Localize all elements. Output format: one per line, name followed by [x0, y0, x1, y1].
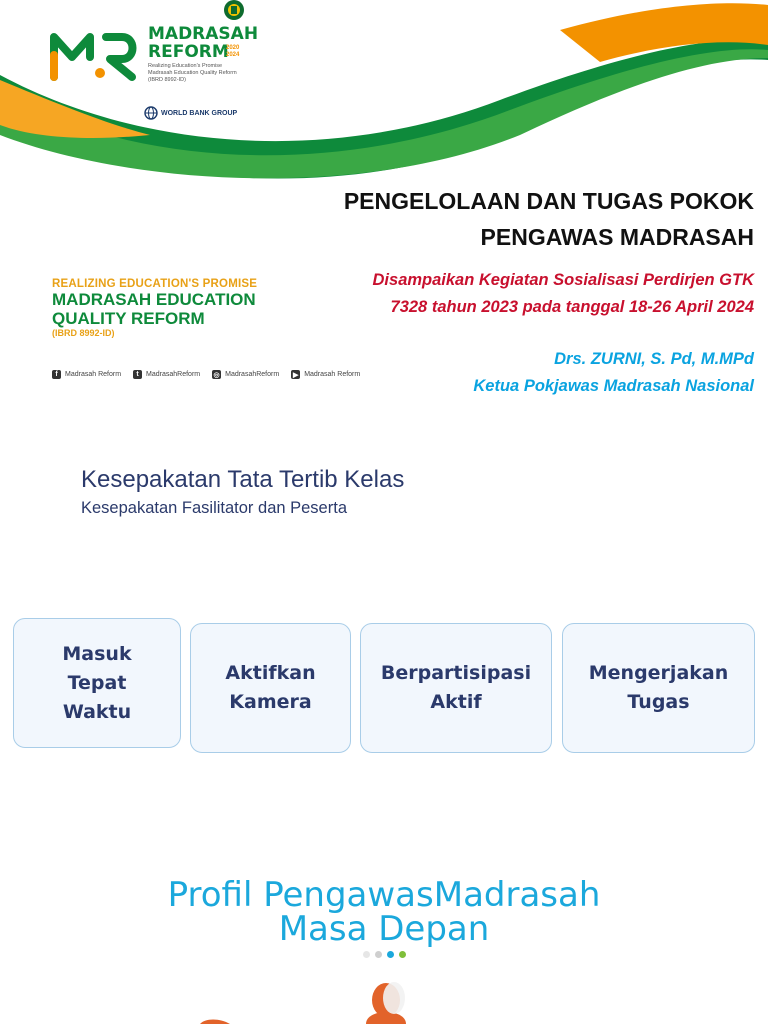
program-tagline: REALIZING EDUCATION'S PROMISE [52, 278, 258, 290]
program-code: (IBRD 8992-ID) [52, 328, 115, 338]
facebook-icon: f [52, 370, 61, 379]
social-youtube[interactable] [291, 370, 360, 379]
logo-years: 2020 2024 [226, 45, 240, 58]
social-links [52, 370, 360, 379]
social-instagram[interactable] [212, 370, 279, 379]
rule-card-label: Mengerjakan Tugas [588, 662, 729, 713]
rule-card-label: Aktifkan Kamera [225, 662, 316, 713]
progress-dot [387, 951, 394, 958]
social-twitter[interactable] [133, 370, 200, 379]
rules-subtitle: Kesepakatan Fasilitator dan Peserta [81, 499, 347, 517]
rule-card-on-time [13, 618, 181, 748]
program-name-line1: MADRASAH EDUCATION [52, 290, 256, 309]
rule-card-camera [190, 623, 351, 753]
program-block [52, 278, 292, 338]
madrasah-reform-logo-icon [50, 25, 145, 83]
rule-card-label: Berpartisipasi Aktif [380, 662, 532, 713]
subtitle-line1: Disampaikan Kegiatan Sosialisasi Perdirjen GTK [372, 271, 754, 289]
world-bank-logo [144, 106, 237, 120]
logo-tagline-line: Madrasah Education Quality Reform [148, 70, 237, 76]
social-label: Madrasah Reform [304, 371, 361, 378]
logo-name-line2: REFORM [148, 42, 229, 62]
social-facebook[interactable] [52, 370, 121, 379]
logo-name-line1: MADRASAH [148, 24, 259, 44]
logo-tagline [148, 63, 258, 84]
progress-dot [399, 951, 406, 958]
instagram-icon: ◎ [213, 371, 220, 379]
social-label: MadrasahReform [146, 371, 201, 378]
logo-tagline-line: (IBRD 8992-ID) [148, 77, 186, 83]
subtitle-line2: 7328 tahun 2023 pada tanggal 18-26 April 2024 [390, 298, 754, 316]
rules-title: Kesepakatan Tata Tertib Kelas [81, 466, 405, 493]
youtube-icon: ▶ [292, 371, 299, 379]
rule-card-participate [360, 623, 552, 753]
world-bank-label: WORLD BANK GROUP [161, 109, 238, 117]
title-line2: PENGAWAS MADRASAH [480, 224, 754, 250]
rule-card-label: Masuk Tepat Waktu [62, 642, 132, 723]
globe-icon [144, 106, 158, 120]
profile-title-line1: Profil PengawasMadrasah [167, 875, 601, 915]
rule-card-assignments [562, 623, 755, 753]
presenter-role: Ketua Pokjawas Madrasah Nasional [473, 377, 754, 395]
person-illustration-icon [190, 978, 450, 1024]
presenter-name: Drs. ZURNI, S. Pd, M.MPd [554, 350, 754, 368]
ministry-emblem-icon [220, 0, 248, 22]
progress-dot [363, 951, 370, 958]
social-label: MadrasahReform [225, 371, 280, 378]
social-label: Madrasah Reform [65, 371, 122, 378]
twitter-icon: t [133, 370, 142, 379]
profile-title-line2: Masa Depan [278, 909, 490, 949]
logo-tagline-line: Realizing Education's Promise [148, 63, 223, 69]
program-name-line2: QUALITY REFORM [52, 309, 205, 328]
progress-dot [375, 951, 382, 958]
title-line1: PENGELOLAAN DAN TUGAS POKOK [343, 188, 754, 214]
